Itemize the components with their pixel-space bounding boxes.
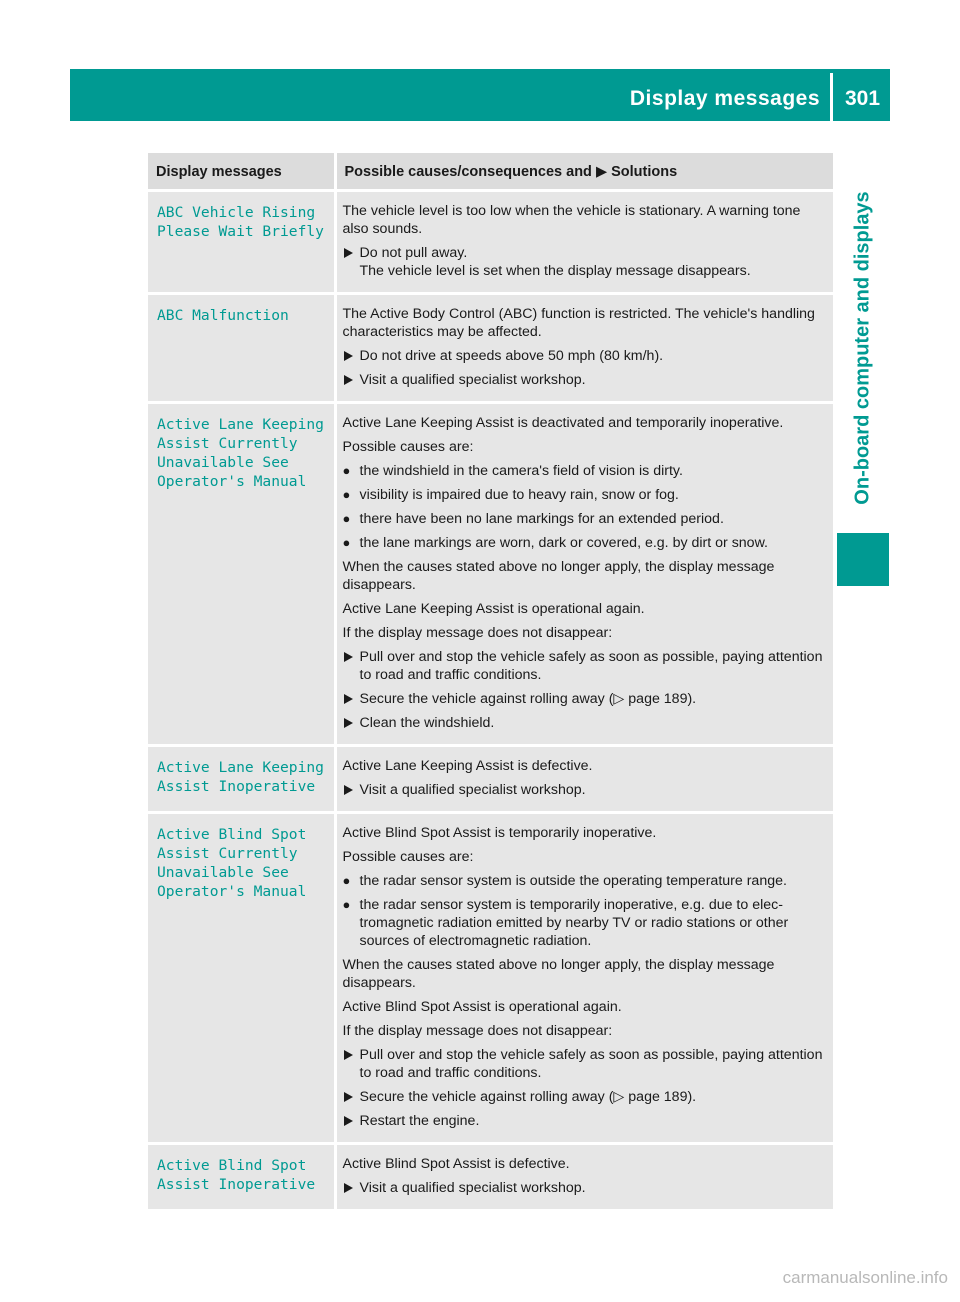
column-header-messages: Display messages <box>148 153 335 191</box>
cause-bullet <box>343 462 830 480</box>
description-text: If the display message does not disappear: <box>342 625 613 641</box>
bullet-text: the lane markings are worn, dark or covered, e.g. by dirt or snow. <box>359 535 768 551</box>
step-arrow-icon <box>344 351 353 361</box>
action-step <box>343 1112 830 1130</box>
step-arrow-icon <box>344 1050 353 1060</box>
bullet-icon: ● <box>342 873 351 888</box>
page-number: 301 <box>844 87 881 110</box>
step-arrow-icon <box>344 248 353 258</box>
description-text: Active Blind Spot Assist is defective. <box>342 1156 570 1172</box>
table-row <box>148 191 833 294</box>
action-step <box>343 648 830 684</box>
watermark: carmanualsonline.info <box>782 1268 948 1287</box>
solution-cell <box>335 294 833 403</box>
bullet-text: the windshield in the camera's field of vision is dirty. <box>359 463 683 479</box>
step-arrow-icon <box>344 694 353 704</box>
display-message: Active Lane Keeping Assist Currently Unavailable See Operator's Manual <box>148 403 335 746</box>
bullet-text: the radar sensor system is temporarily inoperative, e.g. due to elec-tromagnetic radiation emitted by nearby TV or radio stations or other sources of electromagnetic radiation. <box>359 897 789 949</box>
solution-cell <box>335 403 833 746</box>
column-header-solutions: Possible causes/consequences and ▶ Solutions <box>335 153 833 191</box>
description-text: When the causes stated above no longer apply, the display message disappears. <box>342 957 775 991</box>
bullet-icon: ● <box>342 511 351 526</box>
bullet-icon: ● <box>342 535 351 550</box>
step-arrow-icon <box>344 1092 353 1102</box>
action-step <box>343 781 830 799</box>
step-text: Do not pull away. The vehicle level is set when the display message disappears. <box>359 245 751 279</box>
cause-bullet <box>343 510 830 528</box>
cause-bullet <box>343 872 830 890</box>
description-text: Possible causes are: <box>342 439 474 455</box>
description-text: Active Blind Spot Assist is temporarily inoperative. <box>342 825 657 841</box>
step-arrow-icon <box>344 718 353 728</box>
action-step <box>343 690 830 708</box>
step-text: Restart the engine. <box>359 1113 480 1129</box>
step-arrow-icon <box>344 1116 353 1126</box>
cause-bullet <box>343 534 830 552</box>
description-text: If the display message does not disappear: <box>342 1023 613 1039</box>
page-header <box>70 69 890 121</box>
action-step <box>343 347 830 365</box>
display-message: Active Blind Spot Assist Inoperative <box>148 1144 335 1211</box>
bullet-icon: ● <box>342 897 351 912</box>
solution-cell <box>335 746 833 813</box>
solution-cell <box>335 813 833 1144</box>
description-text: Active Blind Spot Assist is operational again. <box>342 999 622 1015</box>
description-text: Possible causes are: <box>342 849 474 865</box>
bullet-text: there have been no lane markings for an extended period. <box>359 511 724 527</box>
step-text: Clean the windshield. <box>359 715 495 731</box>
display-message: Active Lane Keeping Assist Inoperative <box>148 746 335 813</box>
step-arrow-icon <box>344 375 353 385</box>
step-text: Visit a qualified specialist workshop. <box>359 372 586 388</box>
description-text: Active Lane Keeping Assist is defective. <box>342 758 593 774</box>
table-header-row <box>148 153 833 191</box>
bullet-text: visibility is impaired due to heavy rain, snow or fog. <box>359 487 679 503</box>
cause-bullet <box>343 486 830 504</box>
bullet-icon: ● <box>342 487 351 502</box>
display-message: Active Blind Spot Assist Currently Unavailable See Operator's Manual <box>148 813 335 1144</box>
chapter-marker-block <box>837 533 889 586</box>
action-step <box>343 1088 830 1106</box>
description-text: When the causes stated above no longer apply, the display message disappears. <box>342 559 775 593</box>
chapter-side-tab <box>837 168 889 528</box>
action-step <box>343 714 830 732</box>
table-row <box>148 813 833 1144</box>
action-step <box>343 1046 830 1082</box>
description-text: The Active Body Control (ABC) function is restricted. The vehicle's handling characteristics may be affected. <box>342 306 815 340</box>
step-text: Visit a qualified specialist workshop. <box>359 1180 586 1196</box>
bullet-icon: ● <box>342 463 351 478</box>
description-text: The vehicle level is too low when the vehicle is stationary. A warning tone also sounds. <box>342 203 801 237</box>
description-text: Active Lane Keeping Assist is deactivated and temporarily inoperative. <box>342 415 784 431</box>
step-text: Pull over and stop the vehicle safely as soon as possible, paying attention to road and traffic conditions. <box>359 1047 823 1081</box>
step-text: Secure the vehicle against rolling away (▷ page 189). <box>359 1089 697 1105</box>
cause-bullet <box>343 896 830 950</box>
display-message: ABC Vehicle Rising Please Wait Briefly <box>148 191 335 294</box>
table-row <box>148 1144 833 1211</box>
bullet-text: the radar sensor system is outside the operating temperature range. <box>359 873 787 889</box>
action-step <box>343 244 830 280</box>
display-message: ABC Malfunction <box>148 294 335 403</box>
table-row <box>148 746 833 813</box>
chapter-title: On-board computer and displays <box>851 191 874 505</box>
table-row <box>148 294 833 403</box>
step-arrow-icon <box>344 1183 353 1193</box>
table-row <box>148 403 833 746</box>
step-arrow-icon <box>344 785 353 795</box>
solution-cell <box>335 1144 833 1211</box>
action-step <box>343 371 830 389</box>
step-text: Visit a qualified specialist workshop. <box>359 782 586 798</box>
action-step <box>343 1179 830 1197</box>
step-text: Do not drive at speeds above 50 mph (80 km/h). <box>359 348 664 364</box>
solution-cell <box>335 191 833 294</box>
table-body <box>148 191 833 1211</box>
section-title: Display messages <box>629 87 820 110</box>
step-arrow-icon <box>344 652 353 662</box>
description-text: Active Lane Keeping Assist is operational again. <box>342 601 645 617</box>
display-messages-table <box>148 153 833 1212</box>
header-divider <box>830 73 833 121</box>
step-text: Pull over and stop the vehicle safely as soon as possible, paying attention to road and traffic conditions. <box>359 649 823 683</box>
step-text: Secure the vehicle against rolling away (▷ page 189). <box>359 691 697 707</box>
